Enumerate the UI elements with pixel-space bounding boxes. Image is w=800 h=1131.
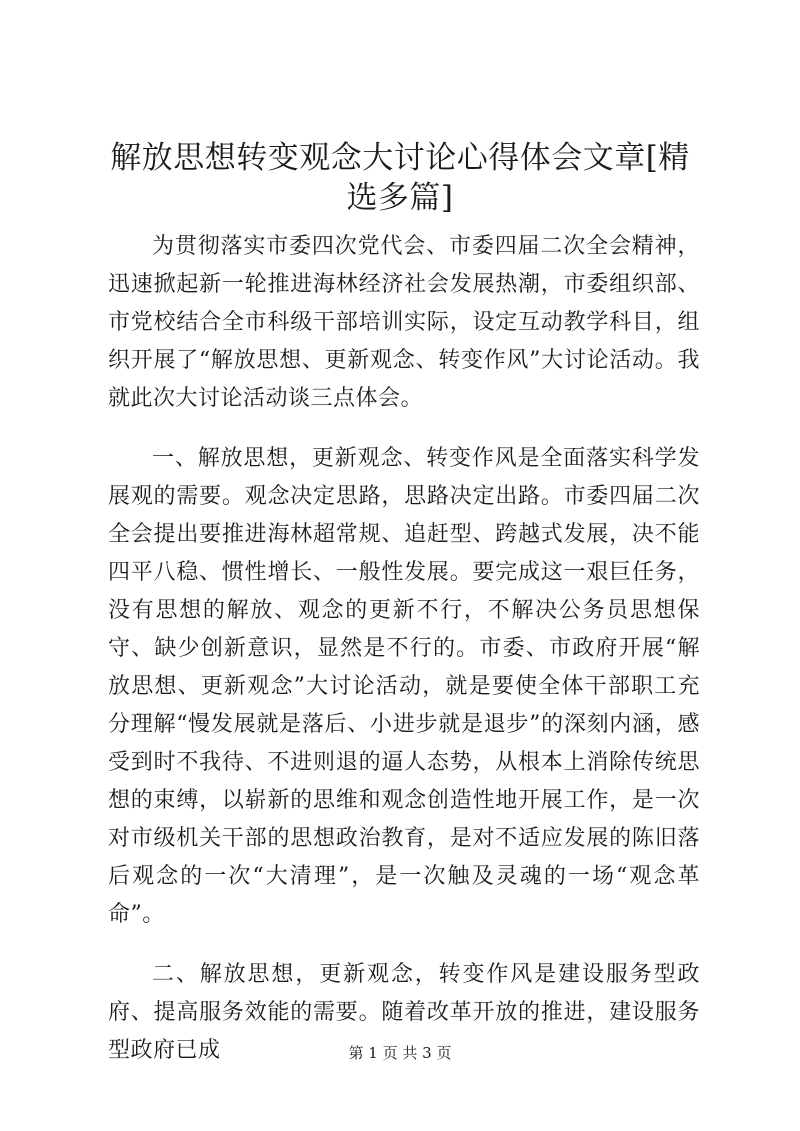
paragraph-point-one: 一、解放思想，更新观念、转变作风是全面落实科学发展观的需要。观念决定思路，思路决定出路。市委四届二次全会提出要推进海林超常规、追赶型、跨越式发展，决不能四平八稳、惯性增长、一般性发展。要完成这一艰巨任务，没有思想的解放、观念的更新不行，不解决公务员思想保守、缺少创新意识，显然是不行的。市委、市政府开展“解放思想、更新观念”大讨论活动，就是要使全体干部职工充分理解“慢发展就是落后、小进步就是退步”的深刻内涵，感受到时不我待、不进则退的逼人态势，从根本上消除传统思想的束缚，以崭新的思维和观念创造性地开展工作，是一次对市级机关干部的思想政治教育，是对不适应发展的陈旧落后观念的一次“大清理”，是一次触及灵魂的一场“观念革命”。 xyxy=(108,446,700,927)
paragraph-point-two: 二、解放思想，更新观念，转变作风是建设服务型政府、提高服务效能的需要。随着改革开放的推进，建设服务型政府已成 xyxy=(108,962,700,1063)
document-body xyxy=(108,228,700,1092)
page-number-footer: 第 1 页 共 3 页 xyxy=(348,1044,452,1062)
document-title: 解放思想转变观念大讨论心得体会文章[精选多篇] xyxy=(110,140,690,216)
paragraph-intro: 为贯彻落实市委四次党代会、市委四届二次全会精神，迅速掀起新一轮推进海林经济社会发展热潮，市委组织部、市党校结合全市科级干部培训实际，设定互动教学科目，组织开展了“解放思想、更新观念、转变作风”大讨论活动。我就此次大讨论活动谈三点体会。 xyxy=(108,234,700,411)
